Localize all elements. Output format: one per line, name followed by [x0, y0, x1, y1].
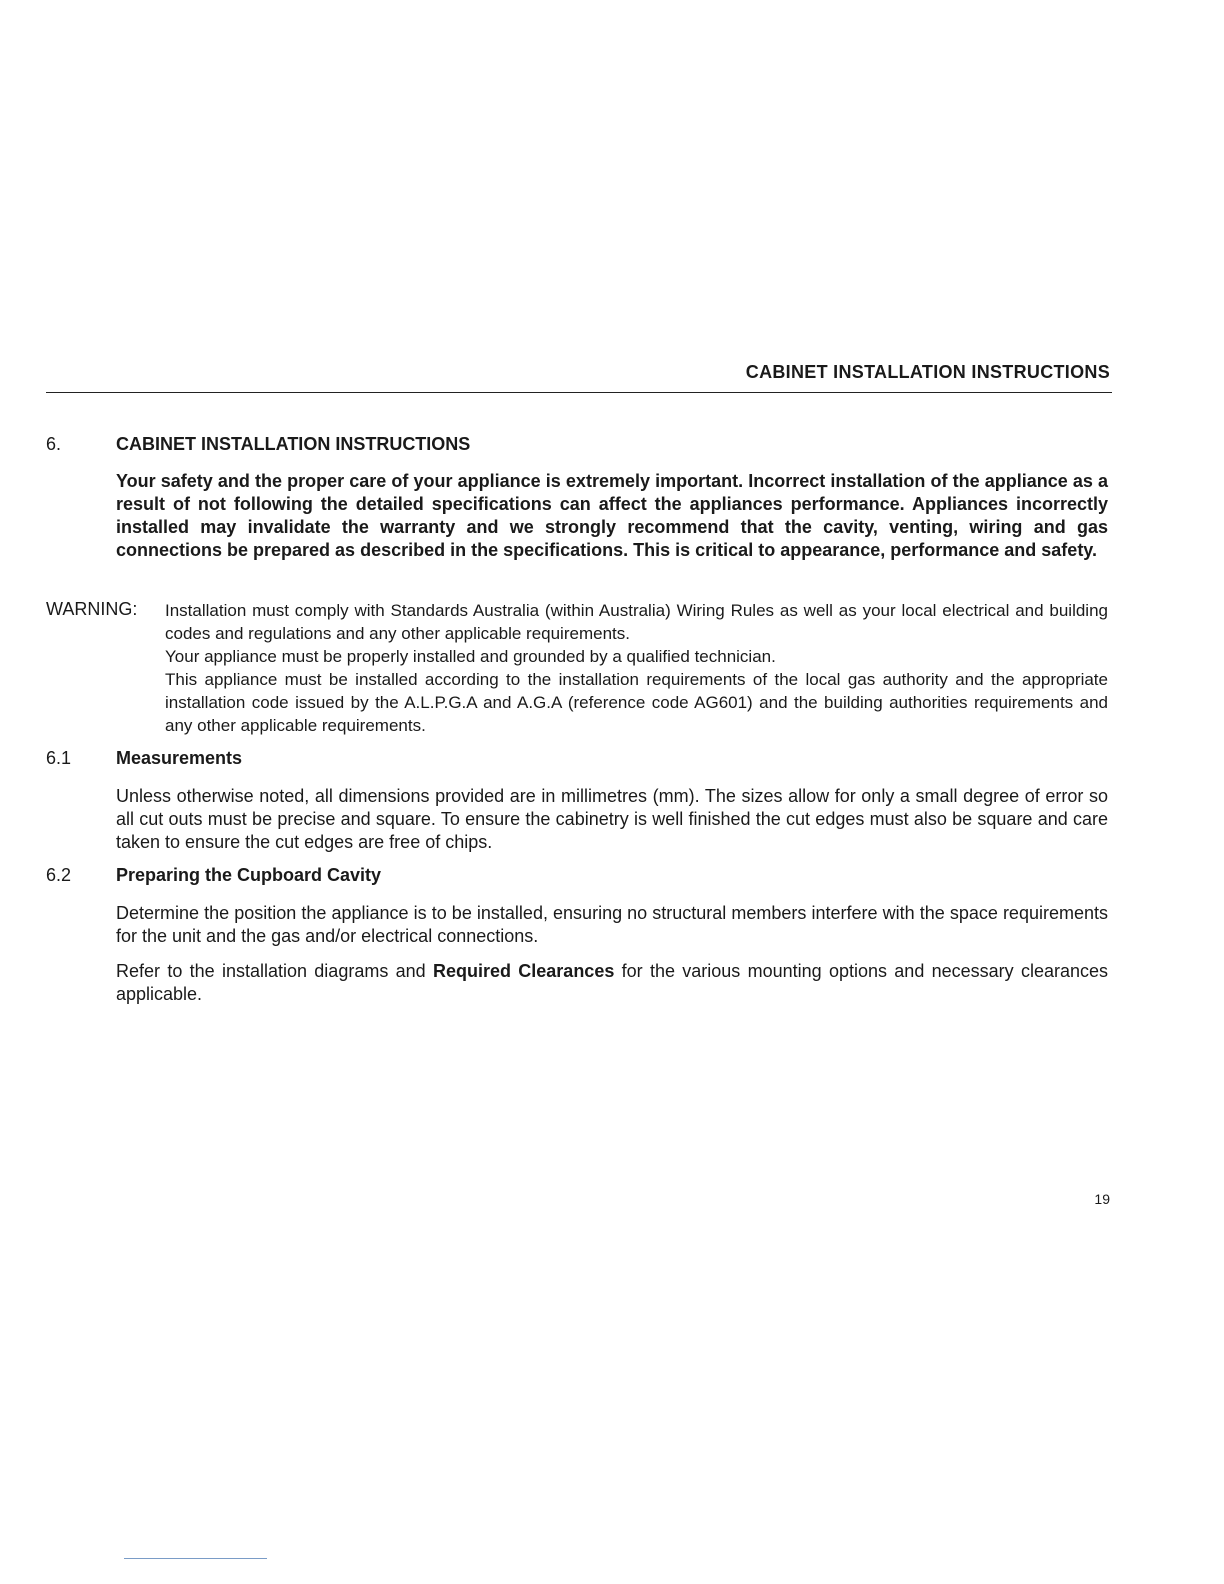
subsection-body: Determine the position the appliance is to be installed, ensuring no structural members interfere with the space requirements for the unit and the gas and/or electrical connections.: [116, 903, 1108, 946]
subsection-title: Measurements: [116, 748, 243, 768]
subsection-title: Preparing the Cupboard Cavity: [116, 865, 382, 885]
section-intro: Your safety and the proper care of your appliance is extremely important. Incorrect installation of the appliance as a result of not following the detailed specifications can affect the appliances performance. Appliances incorrectly installed may invalidate the warranty and we strongly recommend that the cavity, venting, wiring and gas connections be prepared as described in the specifications. This is critical to appearance, performance and safety.: [116, 471, 1108, 560]
body-text: for the various mounting options and necessary clearances applicable.: [116, 961, 1109, 1004]
section-title: CABINET INSTALLATION INSTRUCTIONS: [116, 434, 471, 454]
required-clearances-ref: Required Clearances: [432, 961, 615, 981]
warning-label: WARNING:: [46, 599, 138, 619]
subsection-body-2: [116, 960, 1108, 1006]
warning-line: Installation must comply with Standards Australia (within Australia) Wiring Rules as well as your local electrical and building codes and regulations and any other applicable requirements.: [165, 601, 1108, 643]
warning-line: Your appliance must be properly installed and grounded by a qualified technician.: [165, 647, 776, 666]
subsection-body: Unless otherwise noted, all dimensions provided are in millimetres (mm). The sizes allow for only a small degree of error so all cut outs must be precise and square. To ensure the cabinetry is well finished the cut edges must also be square and care taken to ensure the cut edges are free of chips.: [116, 786, 1108, 852]
body-text: Refer to the installation diagrams and: [116, 961, 433, 981]
warning-line: This appliance must be installed according to the installation requirements of the local gas authority and the appropriate installation code issued by the A.L.P.G.A and A.G.A (reference code AG601) and the building authorities requirements and any other applicable requirements.: [165, 670, 1108, 735]
section-number: 6.: [46, 434, 62, 454]
subsection-number: 6.2: [46, 865, 72, 885]
running-header: CABINET INSTALLATION INSTRUCTIONS: [745, 362, 1110, 382]
warning-body: [165, 599, 1108, 737]
page-number: 19: [1094, 1191, 1110, 1207]
header-rule: [46, 392, 1112, 393]
footer-rule: [124, 1558, 267, 1559]
subsection-number: 6.1: [46, 748, 72, 768]
